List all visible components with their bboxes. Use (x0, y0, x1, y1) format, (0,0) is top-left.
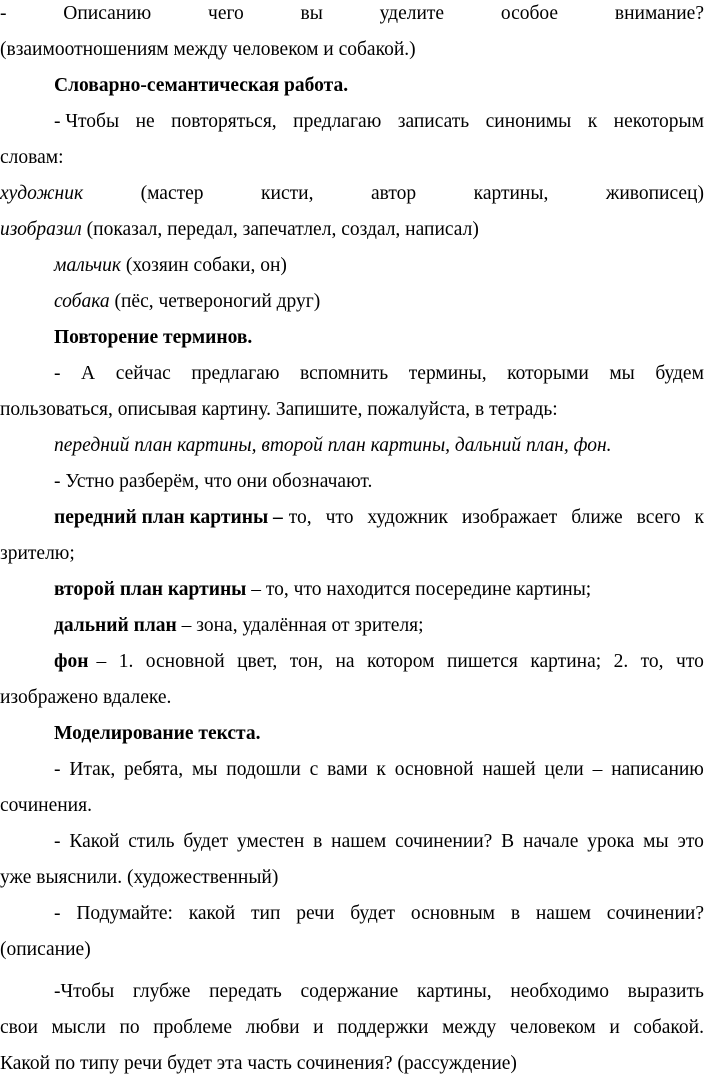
definition-text (96, 649, 704, 675)
word: основным (410, 903, 496, 924)
paragraph-line (54, 901, 704, 927)
synonym-line (0, 217, 704, 243)
word: какой (188, 903, 236, 924)
word: - (54, 759, 61, 780)
word: Какой (69, 831, 120, 852)
term-word: собака (54, 291, 110, 312)
word: мысли (51, 1017, 106, 1038)
word: автор (370, 183, 417, 204)
synonym-text: (показал, передал, запечатлел, создал, написал) (81, 219, 479, 240)
paragraph-line: Какой по типу речи будет эта часть сочинения? (рассуждение) (0, 1053, 517, 1074)
word: – (96, 651, 107, 672)
word: чего (208, 3, 244, 24)
word: не (135, 111, 155, 132)
word: 2. (613, 651, 629, 672)
paragraph-line: зрителю; (0, 543, 75, 564)
word: В (501, 831, 515, 852)
word: подошли (226, 759, 301, 780)
word: необходимо (510, 981, 609, 1002)
paragraph-line (54, 361, 704, 387)
word: предлагаю (191, 363, 280, 384)
word: нашем (331, 831, 387, 852)
word: А (81, 363, 96, 384)
word: - (0, 3, 7, 24)
term-word: мальчик (54, 255, 122, 276)
word: внимание? (614, 3, 704, 24)
word: пишется (446, 651, 518, 672)
word: будем (655, 363, 704, 384)
word: в (510, 903, 521, 924)
paragraph-line: уже выяснили. (художественный) (0, 867, 279, 888)
word: речи (296, 903, 335, 924)
word: -Чтобы (54, 981, 115, 1002)
word: изображает (461, 507, 558, 528)
word: и (609, 1017, 620, 1038)
word: всего (636, 507, 681, 528)
word: тон, (289, 651, 324, 672)
word: вы (300, 3, 323, 24)
definition-line (54, 649, 704, 675)
word: между (442, 1017, 497, 1038)
word: и (313, 1017, 324, 1038)
term-word: художник (0, 183, 84, 204)
word: основной (394, 759, 474, 780)
word: что (676, 651, 704, 672)
word: Итак, (69, 759, 116, 780)
word: будет (183, 831, 229, 852)
word: проблеме (153, 1017, 233, 1038)
word: с (309, 759, 319, 780)
synonym-text: (пёс, четвероногий друг) (109, 291, 321, 312)
definition-line (54, 577, 704, 603)
definition-term: передний план картины – (54, 507, 283, 528)
word: кисти, (261, 183, 314, 204)
synonym-line (54, 289, 704, 315)
word: сочинении? (395, 831, 493, 852)
definition-term: дальний план (54, 615, 177, 636)
paragraph-line: - Устно разберём, что они обозначают. (54, 471, 373, 492)
word: урока (587, 831, 635, 852)
word: - (54, 831, 61, 852)
word: 1. (118, 651, 134, 672)
word: нашей (482, 759, 536, 780)
section-heading: Моделирование текста. (54, 723, 261, 744)
word: выразить (627, 981, 704, 1002)
paragraph-line (54, 757, 704, 783)
word: термины, (408, 363, 487, 384)
word: то, (640, 651, 664, 672)
word: синонимы (485, 111, 572, 132)
word: основной (145, 651, 225, 672)
definition-line (54, 505, 704, 531)
word: содержание (300, 981, 399, 1002)
paragraph-line: (описание) (0, 939, 91, 960)
paragraph-line (54, 979, 704, 1005)
word: картина; (530, 651, 602, 672)
paragraph-line: сочинения. (0, 795, 92, 816)
word: свои (0, 1017, 38, 1038)
word: уместен (237, 831, 305, 852)
word: нашем (535, 903, 591, 924)
word: сейчас (115, 363, 171, 384)
word: особое (500, 3, 559, 24)
word: Описанию (63, 3, 152, 24)
word: стиль (128, 831, 175, 852)
term-list-line: передний план картины, второй план картины, дальний план, фон. (54, 435, 612, 456)
word: мы (643, 831, 669, 852)
paragraph-line: пользоваться, описывая картину. Запишите, пожалуйста, в тетрадь: (0, 399, 558, 420)
paragraph-line (0, 1015, 704, 1041)
word: начале (523, 831, 579, 852)
word: это (677, 831, 704, 852)
section-heading: Повторение терминов. (54, 327, 253, 348)
word: (мастер (140, 183, 204, 204)
definition-text: – зона, удалённая от зрителя; (176, 615, 424, 636)
word: любви (245, 1017, 300, 1038)
paragraph-line: словам: (0, 147, 64, 168)
word: тип (251, 903, 281, 924)
word: поддержки (337, 1017, 429, 1038)
word: передать (209, 981, 282, 1002)
definition-term: второй план картины (54, 579, 247, 600)
word: написанию (611, 759, 704, 780)
word: картины, (416, 981, 492, 1002)
word: предлагаю (293, 111, 382, 132)
word: к (376, 759, 386, 780)
word: художник (367, 507, 448, 528)
word: вспомнить (300, 363, 389, 384)
paragraph-line (54, 829, 704, 855)
word: то, (288, 507, 312, 528)
word: на (335, 651, 355, 672)
word: - (54, 363, 61, 384)
section-heading: Словарно-семантическая работа. (54, 75, 349, 96)
definition-term: фон (54, 651, 89, 672)
word: котором (367, 651, 435, 672)
word: по (119, 1017, 140, 1038)
word: живописец) (605, 183, 704, 204)
word: уделите (379, 3, 445, 24)
word: - (54, 903, 61, 924)
paragraph-line: изображено вдалеке. (0, 687, 172, 708)
paragraph-line (54, 109, 704, 135)
word: мы (609, 363, 635, 384)
word: цвет, (237, 651, 278, 672)
word: Подумайте: (76, 903, 173, 924)
definition-line (54, 613, 704, 639)
word: что (325, 507, 354, 528)
term-word: изобразил (0, 219, 82, 240)
paragraph-line: (взаимоотношениям между человеком и собакой.) (0, 39, 416, 60)
word: некоторым (613, 111, 704, 132)
word: к (587, 111, 598, 132)
paragraph-line (0, 1, 704, 27)
word: ближе (571, 507, 623, 528)
word: сочинении? (606, 903, 704, 924)
word: вами (327, 759, 368, 780)
word: ребята, (124, 759, 184, 780)
word: глубже (132, 981, 191, 1002)
definition-text (289, 505, 704, 531)
word: записать (397, 111, 470, 132)
word: будет (350, 903, 396, 924)
word: собакой. (633, 1017, 704, 1038)
word: – (592, 759, 603, 780)
word: цели (544, 759, 584, 780)
word: которыми (507, 363, 589, 384)
word: в (313, 831, 323, 852)
word: человеком (509, 1017, 596, 1038)
synonym-line (54, 253, 704, 279)
synonym-text: (хозяин собаки, он) (121, 255, 287, 276)
definition-text: – то, что находится посередине картины; (246, 579, 592, 600)
word: повторяться, (171, 111, 277, 132)
word: мы (192, 759, 218, 780)
word: к (694, 507, 704, 528)
word: - Чтобы (54, 111, 120, 132)
synonym-line (0, 181, 704, 207)
word: картины, (473, 183, 549, 204)
